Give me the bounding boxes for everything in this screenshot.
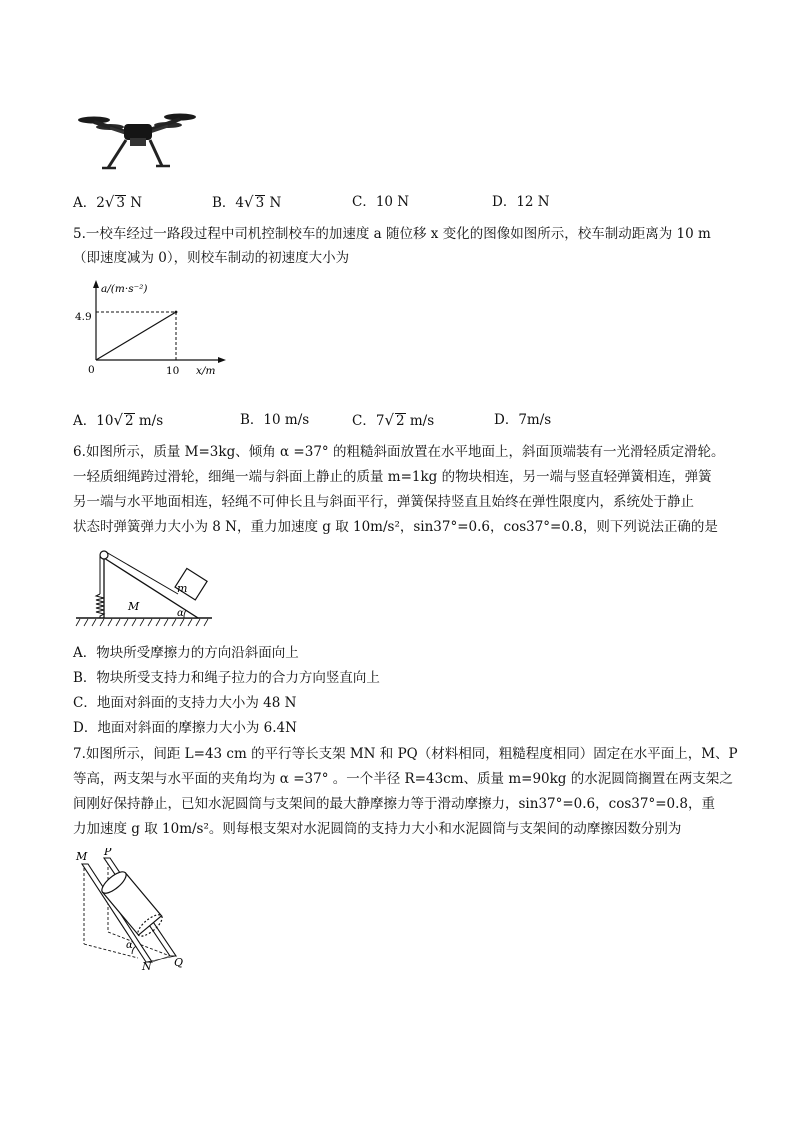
- svg-text:α: α: [177, 608, 184, 619]
- q7-stem-line3: 间刚好保持静止，已知水泥圆筒与支架间的最大静摩擦力等于滑动摩擦力，sin37°=0.6，cos37°=0.8，重: [73, 796, 715, 812]
- svg-text:α: α: [126, 940, 133, 951]
- q6-stem-line4: 状态时弹簧弹力大小为 8 N，重力加速度 g 取 10m/s²，sin37°=0.6，cos37°=0.8，则下列说法正确的是: [73, 519, 718, 535]
- q6-stem-line3: 另一端与水平地面相连，轻绳不可伸长且与斜面平行，弹簧保持竖直且始终在弹性限度内，系统处于静止: [73, 494, 694, 510]
- q5-option-a: A．10√ 2 m/s: [73, 411, 164, 429]
- q7-stem-line1: 7.如图所示，间距 L=43 cm 的平行等长支架 MN 和 PQ（材料相同，粗糙程度相同）固定在水平面上，M、P: [73, 746, 738, 762]
- q7-cylinder-figure: [74, 848, 190, 972]
- q5-stem-line2: （即速度减为 0），则校车制动的初速度大小为: [73, 250, 350, 266]
- q7-stem-line2: 等高，两支架与水平面的夹角均为 α =37° 。一个半径 R=43cm、质量 m=90kg 的水泥圆筒搁置在两支架之: [73, 771, 733, 787]
- q6-option-c: C．地面对斜面的支持力大小为 48 N: [73, 695, 297, 711]
- spring: [96, 594, 104, 618]
- q5-stem-line1: 5.一校车经过一路段过程中司机控制校车的加速度 a 随位移 x 变化的图像如图所示，校车制动距离为 10 m: [73, 226, 711, 242]
- q6-incline-figure: [74, 544, 214, 630]
- svg-text:N: N: [142, 960, 152, 972]
- chart-x-tick-label: 10: [166, 365, 180, 377]
- svg-text:M: M: [128, 600, 140, 613]
- q5-option-d: D．7m/s: [494, 412, 552, 428]
- q6-stem-line2: 一轻质细绳跨过滑轮，细绳一端与斜面上静止的质量 m=1kg 的物块相连，另一端与竖直轻弹簧相连，弹簧: [73, 469, 712, 485]
- q5-option-b: B．10 m/s: [240, 412, 310, 428]
- q5-option-c: C．7√ 2 m/s: [352, 411, 435, 429]
- q6-option-b: B．物块所受支持力和绳子拉力的合力方向竖直向上: [73, 670, 380, 686]
- q6-stem-line1: 6.如图所示，质量 M=3kg、倾角 α =37° 的粗糙斜面放置在水平地面上，斜面顶端装有一光滑轻质定滑轮。: [73, 444, 725, 460]
- svg-text:M: M: [76, 850, 88, 863]
- drone-illustration: [76, 108, 202, 172]
- q6-option-a: A．物块所受摩擦力的方向沿斜面向上: [73, 645, 299, 661]
- q5-acceleration-chart: [72, 278, 232, 382]
- chart-origin-label: 0: [88, 364, 95, 376]
- q4-option-d: D．12 N: [492, 194, 550, 210]
- svg-text:Q: Q: [174, 956, 184, 969]
- q4-option-b: B．4√ 3 N: [212, 193, 282, 211]
- chart-xlabel: x/m: [196, 365, 216, 377]
- chart-y-tick-label: 4.9: [75, 311, 92, 323]
- q4-option-c: C．10 N: [352, 194, 410, 210]
- q6-option-d: D．地面对斜面的摩擦力大小为 6.4N: [73, 720, 297, 736]
- chart-x-arrow: [218, 357, 226, 363]
- chart-y-arrow: [93, 280, 99, 288]
- svg-text:P: P: [104, 848, 112, 858]
- svg-text:m: m: [177, 582, 188, 595]
- q4-option-a: A．2√ 3 N: [73, 193, 143, 211]
- chart-end-point: [175, 311, 178, 314]
- chart-ylabel: a/(m·s⁻²): [101, 283, 148, 295]
- q7-stem-line4: 力加速度 g 取 10m/s²。则每根支架对水泥圆筒的支持力大小和水泥圆筒与支架间的动摩擦因数分别为: [73, 821, 682, 837]
- chart-series-line: [96, 312, 176, 360]
